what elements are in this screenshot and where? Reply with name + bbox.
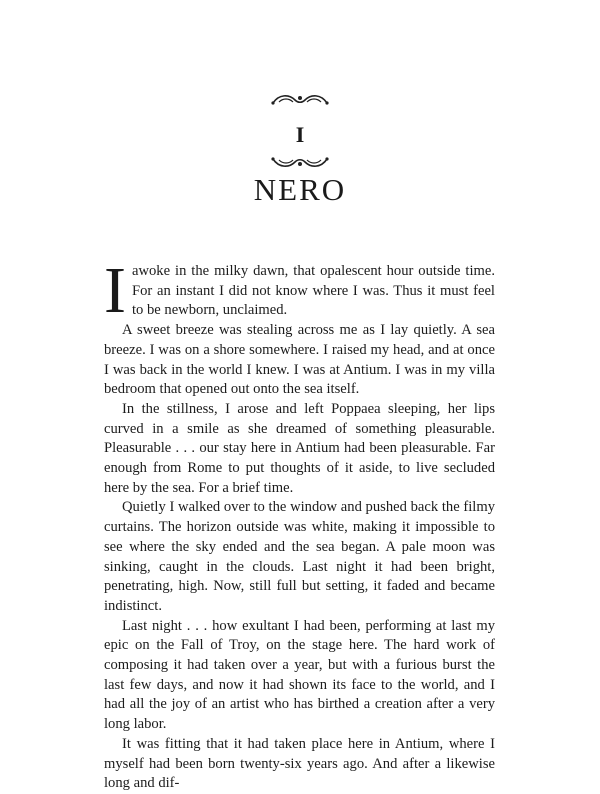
chapter-title: NERO (253, 172, 347, 207)
chapter-heading (0, 92, 600, 170)
drop-cap: I (104, 254, 126, 327)
paragraph-1 (104, 254, 495, 327)
flourish-ornament-icon (269, 92, 331, 108)
paragraph-6: It was fitting that it had taken place here in Antium, where I myself had been born twenty-six years ago. And after a likewise long and dif- (104, 735, 495, 792)
flourish-ornament-icon (269, 154, 331, 170)
paragraph-text: awoke in the milky dawn, that opalescent hour outside time. For an instant I did not know where I was. Thus it must feel to be newborn, unclaimed. (131, 263, 495, 319)
chapter-number: I (295, 122, 305, 147)
paragraph-5: Last night . . . how exultant I had been, performing at last my epic on the Fall of Troy, on the stage here. The hard work of composing it had taken over a year, but with a furious burst the last few days, and now it had shown its face to the world, and I had all the joy of an artist who has birthed a creation after a very long labor. (104, 617, 495, 733)
chapter-body (104, 254, 495, 794)
paragraph-4: Quietly I walked over to the window and pushed back the filmy curtains. The horizon outside was white, making it impossible to see where the sky ended and the sea began. A pale moon was sinking, caught in the clouds. Last night it had been bright, penetrating, high. Now, still full but setting, it faded and became indistinct. (104, 499, 495, 614)
paragraph-3: In the stillness, I arose and left Poppaea sleeping, her lips curved in a smile as she dreamed of something pleasurable. Pleasurable . . . our stay here in Antium had been pleasurable. Far enough from Rome to put thoughts of it aside, to live secluded here by the sea. For a brief time. (104, 400, 495, 496)
paragraph-2: A sweet breeze was stealing across me as I lay quietly. A sea breeze. I was on a shore somewhere. I raised my head, and at once I was back in the world I knew. I was at Antium. I was in my villa bedroom that opened out onto the sea itself. (104, 322, 495, 398)
